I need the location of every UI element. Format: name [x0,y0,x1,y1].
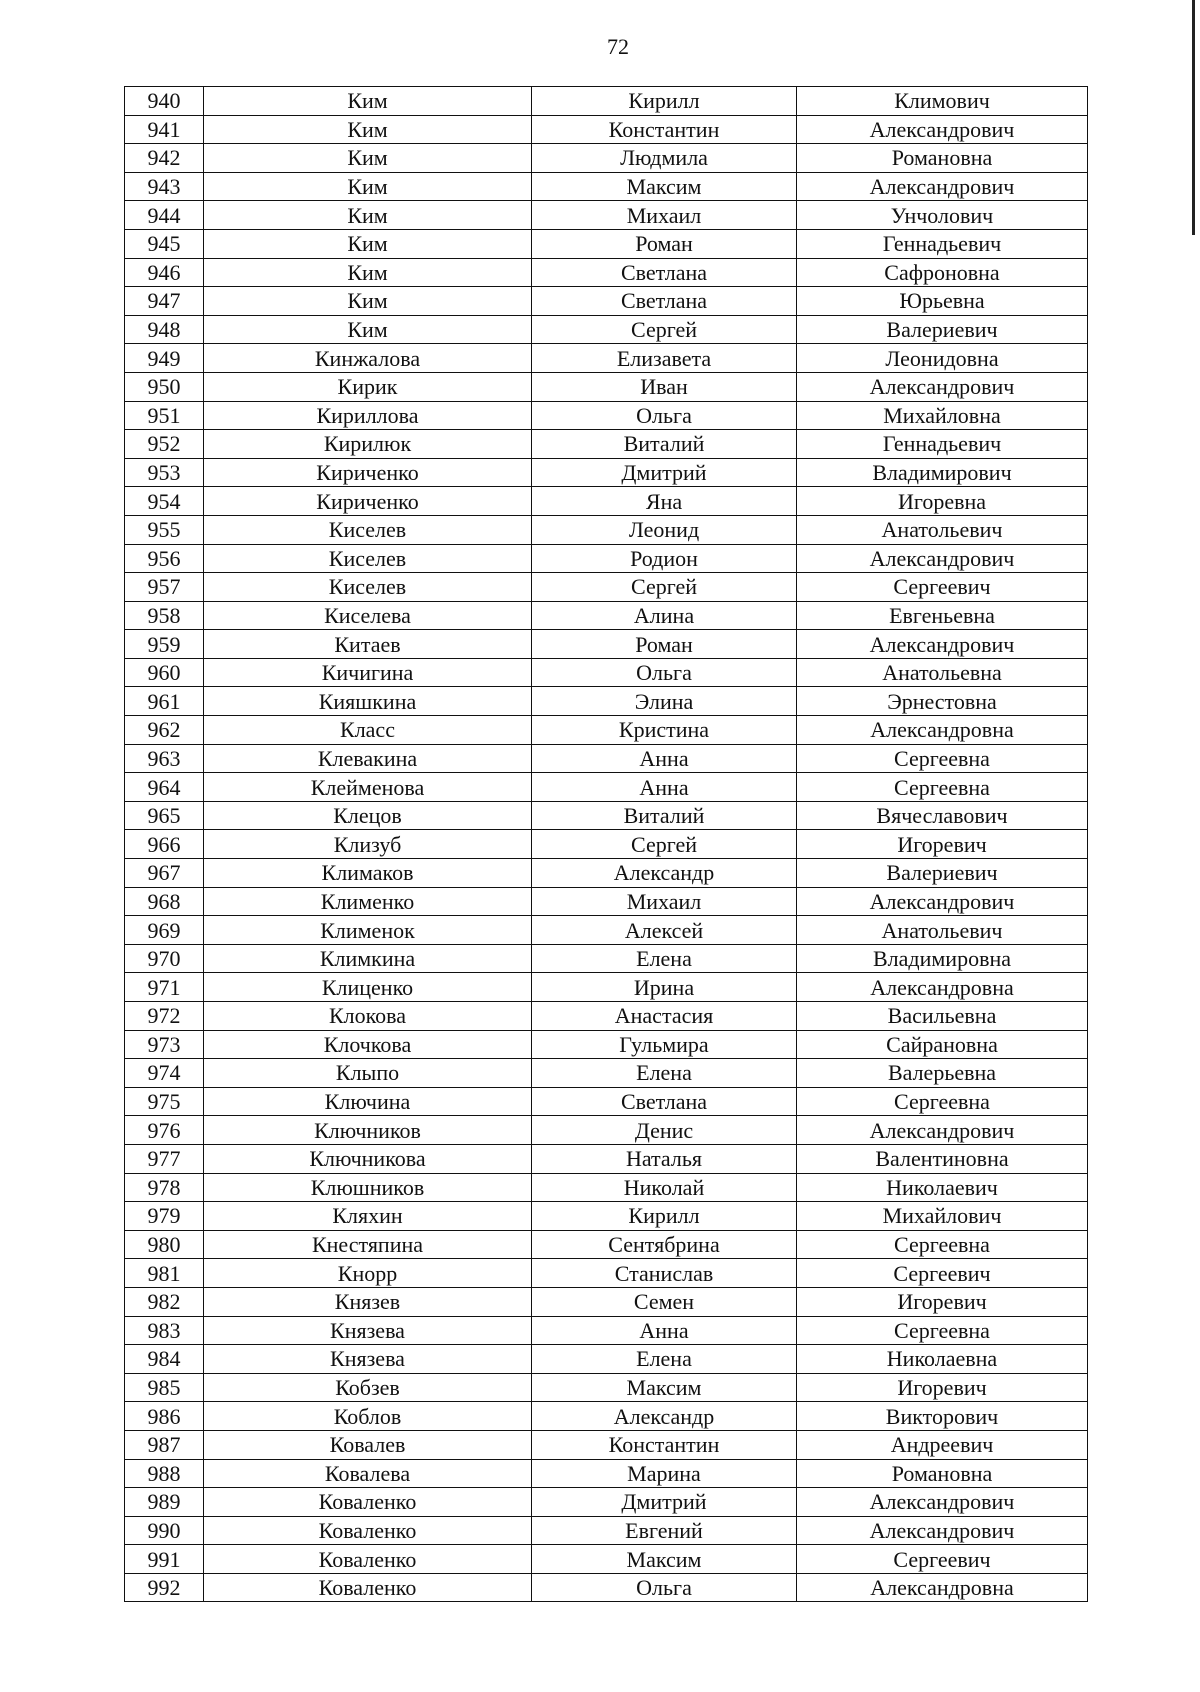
patronymic-cell: Сергеевна [797,1087,1088,1116]
last-name-cell: Кичигина [204,658,532,687]
patronymic-cell: Игоревич [797,1373,1088,1402]
patronymic-cell: Анатольевич [797,515,1088,544]
last-name-cell: Кирик [204,372,532,401]
patronymic-cell: Валерьевна [797,1059,1088,1088]
patronymic-cell: Александрович [797,1516,1088,1545]
first-name-cell: Светлана [532,287,797,316]
first-name-cell: Елена [532,1059,797,1088]
first-name-cell: Людмила [532,144,797,173]
patronymic-cell: Геннадьевич [797,430,1088,459]
patronymic-cell: Александрович [797,1116,1088,1145]
first-name-cell: Виталий [532,801,797,830]
table-row [125,1030,1088,1059]
first-name-cell: Евгений [532,1516,797,1545]
last-name-cell: Ким [204,229,532,258]
patronymic-cell: Викторович [797,1402,1088,1431]
table-row [125,1545,1088,1574]
row-number-cell: 981 [125,1259,204,1288]
first-name-cell: Семен [532,1287,797,1316]
table-row [125,573,1088,602]
last-name-cell: Ким [204,201,532,230]
first-name-cell: Леонид [532,515,797,544]
row-number-cell: 971 [125,973,204,1002]
table-row [125,401,1088,430]
table-row [125,1573,1088,1602]
page-number: 72 [607,34,629,59]
table-row [125,1230,1088,1259]
first-name-cell: Дмитрий [532,458,797,487]
row-number-cell: 950 [125,372,204,401]
row-number-cell: 955 [125,515,204,544]
patronymic-cell: Геннадьевич [797,229,1088,258]
table-row [125,1173,1088,1202]
last-name-cell: Киселев [204,515,532,544]
last-name-cell: Климкина [204,944,532,973]
last-name-cell: Киселева [204,601,532,630]
row-number-cell: 963 [125,744,204,773]
row-number-cell: 962 [125,716,204,745]
first-name-cell: Яна [532,487,797,516]
row-number-cell: 960 [125,658,204,687]
row-number-cell: 946 [125,258,204,287]
last-name-cell: Ключников [204,1116,532,1145]
patronymic-cell: Сайрановна [797,1030,1088,1059]
table-row [125,716,1088,745]
row-number-cell: 986 [125,1402,204,1431]
last-name-cell: Китаев [204,630,532,659]
table-row [125,144,1088,173]
table-row [125,1373,1088,1402]
table-row [125,1002,1088,1031]
first-name-cell: Максим [532,172,797,201]
first-name-cell: Николай [532,1173,797,1202]
patronymic-cell: Романовна [797,144,1088,173]
last-name-cell: Клочкова [204,1030,532,1059]
row-number-cell: 958 [125,601,204,630]
row-number-cell: 965 [125,801,204,830]
row-number-cell: 966 [125,830,204,859]
last-name-cell: Кобзев [204,1373,532,1402]
first-name-cell: Александр [532,859,797,888]
first-name-cell: Анастасия [532,1002,797,1031]
row-number-cell: 983 [125,1316,204,1345]
first-name-cell: Ольга [532,401,797,430]
last-name-cell: Князев [204,1287,532,1316]
last-name-cell: Кириченко [204,487,532,516]
roster-table [124,86,1088,1602]
first-name-cell: Алексей [532,916,797,945]
patronymic-cell: Климович [797,87,1088,116]
table-row [125,115,1088,144]
first-name-cell: Михаил [532,887,797,916]
last-name-cell: Коваленко [204,1516,532,1545]
row-number-cell: 948 [125,315,204,344]
first-name-cell: Светлана [532,1087,797,1116]
table-row [125,544,1088,573]
table-row [125,287,1088,316]
patronymic-cell: Унчолович [797,201,1088,230]
last-name-cell: Кнестяпина [204,1230,532,1259]
row-number-cell: 990 [125,1516,204,1545]
table-row [125,1316,1088,1345]
last-name-cell: Клизуб [204,830,532,859]
row-number-cell: 982 [125,1287,204,1316]
first-name-cell: Роман [532,229,797,258]
row-number-cell: 953 [125,458,204,487]
first-name-cell: Кирилл [532,1202,797,1231]
roster-table-body [125,87,1088,1602]
table-row [125,1087,1088,1116]
row-number-cell: 957 [125,573,204,602]
patronymic-cell: Александровна [797,1573,1088,1602]
last-name-cell: Кириллова [204,401,532,430]
last-name-cell: Кияшкина [204,687,532,716]
table-row [125,1345,1088,1374]
table-row [125,1059,1088,1088]
table-row [125,801,1088,830]
row-number-cell: 984 [125,1345,204,1374]
table-row [125,859,1088,888]
row-number-cell: 973 [125,1030,204,1059]
first-name-cell: Иван [532,372,797,401]
last-name-cell: Ким [204,315,532,344]
table-row [125,1459,1088,1488]
table-row [125,830,1088,859]
first-name-cell: Сентябрина [532,1230,797,1259]
first-name-cell: Дмитрий [532,1488,797,1517]
scan-edge-line [1192,0,1195,235]
patronymic-cell: Сафроновна [797,258,1088,287]
first-name-cell: Ирина [532,973,797,1002]
row-number-cell: 941 [125,115,204,144]
patronymic-cell: Сергеевна [797,1316,1088,1345]
last-name-cell: Клецов [204,801,532,830]
first-name-cell: Елена [532,1345,797,1374]
last-name-cell: Ким [204,172,532,201]
row-number-cell: 945 [125,229,204,258]
first-name-cell: Анна [532,773,797,802]
first-name-cell: Михаил [532,201,797,230]
table-row [125,172,1088,201]
patronymic-cell: Игоревич [797,1287,1088,1316]
last-name-cell: Ключникова [204,1144,532,1173]
patronymic-cell: Евгеньевна [797,601,1088,630]
last-name-cell: Ким [204,144,532,173]
patronymic-cell: Андреевич [797,1430,1088,1459]
patronymic-cell: Александрович [797,1488,1088,1517]
last-name-cell: Киселев [204,573,532,602]
last-name-cell: Класс [204,716,532,745]
row-number-cell: 979 [125,1202,204,1231]
table-row [125,630,1088,659]
table-row [125,515,1088,544]
first-name-cell: Светлана [532,258,797,287]
row-number-cell: 943 [125,172,204,201]
last-name-cell: Клейменова [204,773,532,802]
first-name-cell: Елена [532,944,797,973]
patronymic-cell: Сергеевна [797,773,1088,802]
row-number-cell: 975 [125,1087,204,1116]
last-name-cell: Ковалев [204,1430,532,1459]
patronymic-cell: Сергеевич [797,573,1088,602]
first-name-cell: Константин [532,115,797,144]
patronymic-cell: Анатольевна [797,658,1088,687]
first-name-cell: Родион [532,544,797,573]
table-row [125,887,1088,916]
first-name-cell: Роман [532,630,797,659]
patronymic-cell: Анатольевич [797,916,1088,945]
row-number-cell: 976 [125,1116,204,1145]
patronymic-cell: Васильевна [797,1002,1088,1031]
row-number-cell: 959 [125,630,204,659]
first-name-cell: Алина [532,601,797,630]
first-name-cell: Денис [532,1116,797,1145]
row-number-cell: 991 [125,1545,204,1574]
row-number-cell: 952 [125,430,204,459]
last-name-cell: Кляхин [204,1202,532,1231]
table-row [125,87,1088,116]
table-row [125,1202,1088,1231]
row-number-cell: 987 [125,1430,204,1459]
patronymic-cell: Николаевна [797,1345,1088,1374]
table-row [125,1516,1088,1545]
last-name-cell: Коваленко [204,1573,532,1602]
last-name-cell: Ким [204,87,532,116]
row-number-cell: 961 [125,687,204,716]
patronymic-cell: Валериевич [797,859,1088,888]
patronymic-cell: Романовна [797,1459,1088,1488]
row-number-cell: 980 [125,1230,204,1259]
row-number-cell: 954 [125,487,204,516]
table-row [125,601,1088,630]
first-name-cell: Станислав [532,1259,797,1288]
last-name-cell: Ковалева [204,1459,532,1488]
row-number-cell: 964 [125,773,204,802]
row-number-cell: 949 [125,344,204,373]
first-name-cell: Элина [532,687,797,716]
patronymic-cell: Александрович [797,372,1088,401]
first-name-cell: Максим [532,1373,797,1402]
row-number-cell: 970 [125,944,204,973]
table-row [125,973,1088,1002]
table-row [125,1259,1088,1288]
last-name-cell: Князева [204,1316,532,1345]
table-row [125,916,1088,945]
table-row [125,1430,1088,1459]
first-name-cell: Анна [532,744,797,773]
first-name-cell: Кристина [532,716,797,745]
last-name-cell: Клыпо [204,1059,532,1088]
patronymic-cell: Михайловна [797,401,1088,430]
last-name-cell: Ким [204,115,532,144]
table-row [125,658,1088,687]
table-row [125,201,1088,230]
last-name-cell: Клименко [204,887,532,916]
patronymic-cell: Вячеславович [797,801,1088,830]
patronymic-cell: Леонидовна [797,344,1088,373]
last-name-cell: Кириченко [204,458,532,487]
table-row [125,1488,1088,1517]
table-row [125,487,1088,516]
last-name-cell: Клокова [204,1002,532,1031]
table-row [125,687,1088,716]
table-row [125,744,1088,773]
table-row [125,315,1088,344]
patronymic-cell: Александровна [797,973,1088,1002]
row-number-cell: 967 [125,859,204,888]
patronymic-cell: Владимировна [797,944,1088,973]
patronymic-cell: Александрович [797,544,1088,573]
last-name-cell: Клюшников [204,1173,532,1202]
last-name-cell: Кинжалова [204,344,532,373]
table-row [125,1402,1088,1431]
first-name-cell: Александр [532,1402,797,1431]
row-number-cell: 968 [125,887,204,916]
table-row [125,229,1088,258]
first-name-cell: Марина [532,1459,797,1488]
row-number-cell: 956 [125,544,204,573]
row-number-cell: 951 [125,401,204,430]
table-row [125,458,1088,487]
patronymic-cell: Александрович [797,115,1088,144]
table-row [125,258,1088,287]
last-name-cell: Ким [204,287,532,316]
last-name-cell: Климаков [204,859,532,888]
row-number-cell: 989 [125,1488,204,1517]
patronymic-cell: Сергеевна [797,744,1088,773]
last-name-cell: Коваленко [204,1488,532,1517]
patronymic-cell: Валентиновна [797,1144,1088,1173]
first-name-cell: Максим [532,1545,797,1574]
last-name-cell: Кнорр [204,1259,532,1288]
first-name-cell: Виталий [532,430,797,459]
last-name-cell: Коблов [204,1402,532,1431]
patronymic-cell: Эрнестовна [797,687,1088,716]
first-name-cell: Сергей [532,830,797,859]
patronymic-cell: Александровна [797,716,1088,745]
last-name-cell: Клевакина [204,744,532,773]
first-name-cell: Ольга [532,1573,797,1602]
first-name-cell: Ольга [532,658,797,687]
table-row [125,1144,1088,1173]
table-row [125,344,1088,373]
row-number-cell: 972 [125,1002,204,1031]
last-name-cell: Кирилюк [204,430,532,459]
first-name-cell: Сергей [532,573,797,602]
row-number-cell: 985 [125,1373,204,1402]
row-number-cell: 988 [125,1459,204,1488]
first-name-cell: Анна [532,1316,797,1345]
row-number-cell: 942 [125,144,204,173]
patronymic-cell: Александрович [797,887,1088,916]
last-name-cell: Клименок [204,916,532,945]
row-number-cell: 944 [125,201,204,230]
first-name-cell: Гульмира [532,1030,797,1059]
row-number-cell: 969 [125,916,204,945]
table-row [125,773,1088,802]
first-name-cell: Константин [532,1430,797,1459]
patronymic-cell: Владимирович [797,458,1088,487]
patronymic-cell: Юрьевна [797,287,1088,316]
row-number-cell: 992 [125,1573,204,1602]
row-number-cell: 974 [125,1059,204,1088]
first-name-cell: Наталья [532,1144,797,1173]
patronymic-cell: Сергеевич [797,1545,1088,1574]
patronymic-cell: Валериевич [797,315,1088,344]
patronymic-cell: Александрович [797,172,1088,201]
patronymic-cell: Сергеевна [797,1230,1088,1259]
last-name-cell: Киселев [204,544,532,573]
last-name-cell: Клиценко [204,973,532,1002]
last-name-cell: Князева [204,1345,532,1374]
first-name-cell: Сергей [532,315,797,344]
last-name-cell: Ким [204,258,532,287]
patronymic-cell: Сергеевич [797,1259,1088,1288]
last-name-cell: Ключина [204,1087,532,1116]
row-number-cell: 977 [125,1144,204,1173]
table-row [125,1287,1088,1316]
last-name-cell: Коваленко [204,1545,532,1574]
patronymic-cell: Александрович [797,630,1088,659]
first-name-cell: Елизавета [532,344,797,373]
patronymic-cell: Николаевич [797,1173,1088,1202]
patronymic-cell: Игоревич [797,830,1088,859]
table-row [125,430,1088,459]
patronymic-cell: Михайлович [797,1202,1088,1231]
patronymic-cell: Игоревна [797,487,1088,516]
first-name-cell: Кирилл [532,87,797,116]
row-number-cell: 947 [125,287,204,316]
table-row [125,944,1088,973]
table-row [125,372,1088,401]
row-number-cell: 940 [125,87,204,116]
row-number-cell: 978 [125,1173,204,1202]
table-row [125,1116,1088,1145]
